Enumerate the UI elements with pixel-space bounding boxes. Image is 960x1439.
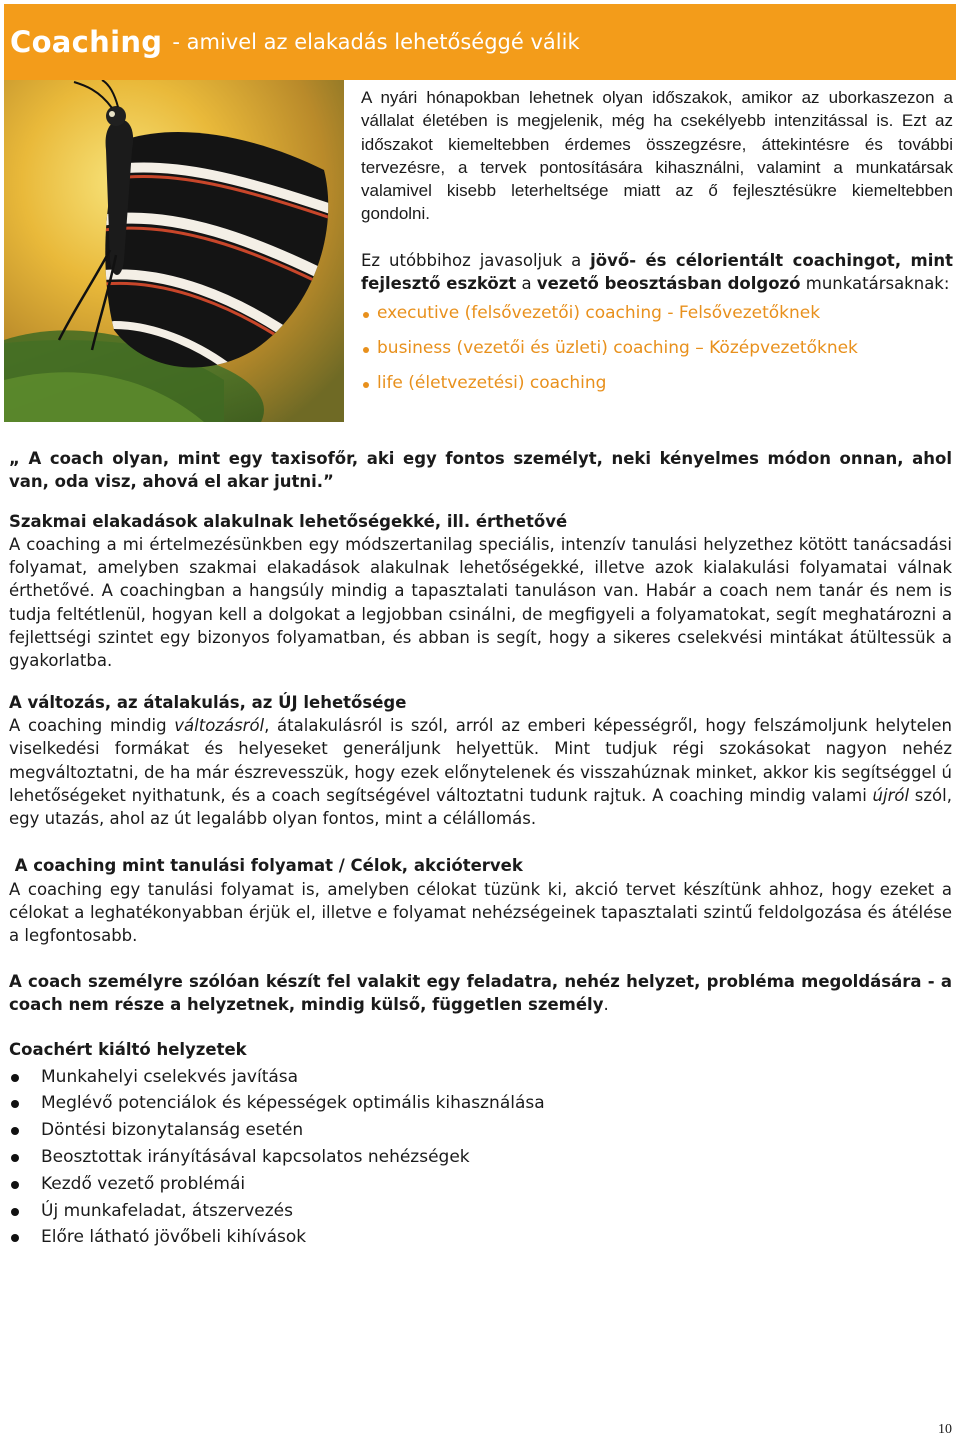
recommendation-text: Ez utóbbihoz javasoljuk a jövő- és célorientált coachingot, mint fejlesztő eszközt a vezető beosztásban dolgozó munkatársaknak: [361, 251, 953, 294]
section-paragraph: A coaching a mi értelmezésünkben egy módszertanilag speciális, intenzív tanulási helyzethez kötött tanácsadási folyamat, amelyben szakmai elakadások alakulnak lehetőségekké, illetve azok kialakulási folyamatai válnak érthetővé. A coachingban a hangsúly mindig a tapasztalati tanuláson van. Habár a coach nem tanár és nem is tudja feltétlenül, hogyan kell a dolgokat a legjobban csinálni, de megfigyeli a folyamatokat, segít meghatározni a fejlettségi szintet egy bizonyos folyamatban, és abban is segít, hogy a sikeres cselekvési mintákat átültessük a gyakorlatba. [9, 534, 952, 671]
section-heading: A változás, az átalakulás, az ÚJ lehetősége [9, 692, 407, 712]
list-item: Előre látható jövőbeli kihívások [9, 1224, 952, 1251]
section-heading: A coaching mint tanulási folyamat / Célok, akciótervek [9, 856, 523, 876]
main-content [9, 447, 952, 1251]
list-item: Munkahelyi cselekvés javítása [9, 1064, 952, 1091]
coaching-types-list [361, 302, 953, 395]
list-item: business (vezetői és üzleti) coaching – Középvezetőknek [361, 337, 953, 360]
butterfly-photo [4, 80, 344, 422]
list-item: life (életvezetési) coaching [361, 372, 953, 395]
header-banner [4, 4, 956, 80]
coach-statement: A coach személyre szólóan készít fel valakit egy feladatra, nehéz helyzet, probléma megoldására - a coach nem része a helyzetnek, mindig külső, független személy. [9, 971, 952, 1014]
list-item: executive (felsővezetői) coaching - Felsővezetőknek [361, 302, 953, 325]
situations-list [9, 1064, 952, 1252]
quote: „ A coach olyan, mint egy taxisofőr, aki egy fontos személyt, neki kényelmes módon onnan, ahol van, oda visz, ahová el akar jutni.” [9, 449, 952, 492]
section-paragraph: A coaching egy tanulási folyamat is, amelyben célokat tüzünk ki, akció tervet készítünk ahhoz, hogy ezeket a célokat a leghatékonyabban érjük el, illetve e folyamat nehézségeinek tapasztalati szintű feldolgozása és átélése a legfontosabb. [9, 879, 952, 946]
page-title: Coaching [10, 25, 163, 59]
page-subtitle: - amivel az elakadás lehetőséggé válik [172, 30, 580, 54]
list-item: Döntési bizonytalanság esetén [9, 1117, 952, 1144]
list-item: Kezdő vezető problémái [9, 1171, 952, 1198]
section-paragraph: A coaching mindig változásról, átalakulásról is szól, arról az emberi képességről, hogy felszámoljunk helytelen viselkedési formákat és helyeseket generáljunk helyettük. Mint tudjuk régi szokásokat nagyon nehéz megváltoztatni, de ha már észrevesszük, hogy ezek előnytelenek és visszahúznak minket, akkor kis segítséggel ú lehetőségeket nyithatunk, és a coach segítségével változtatni tudunk rajtuk. A coaching mindig valami újról szól, egy utazás, ahol az út legalább olyan fontos, mint a célállomás. [9, 715, 952, 829]
page-number: 10 [938, 1422, 952, 1437]
list-item: Meglévő potenciálok és képességek optimális kihasználása [9, 1090, 952, 1117]
section-heading: Coachért kiáltó helyzetek [9, 1040, 247, 1060]
list-item: Beosztottak irányításával kapcsolatos nehézségek [9, 1144, 952, 1171]
intro-paragraph: A nyári hónapokban lehetnek olyan időszakok, amikor az uborkaszezon a vállalat életében is megjelenik, még ha csekélyebb intenzitással is. Ezt az időszakot kiemeltebben érdemes összegzésre, áttekintésre és további tervezésre, a tervek pontosítására kihasználni, valamint a munkatársak valamivel kisebb leterheltsége miatt az ő fejlesztésükre kiemeltebben gondolni. [361, 88, 953, 224]
list-item: Új munkafeladat, átszervezés [9, 1198, 952, 1225]
recommendation-block [361, 249, 953, 407]
section-heading: Szakmai elakadások alakulnak lehetőségekké, ill. érthetővé [9, 511, 568, 531]
